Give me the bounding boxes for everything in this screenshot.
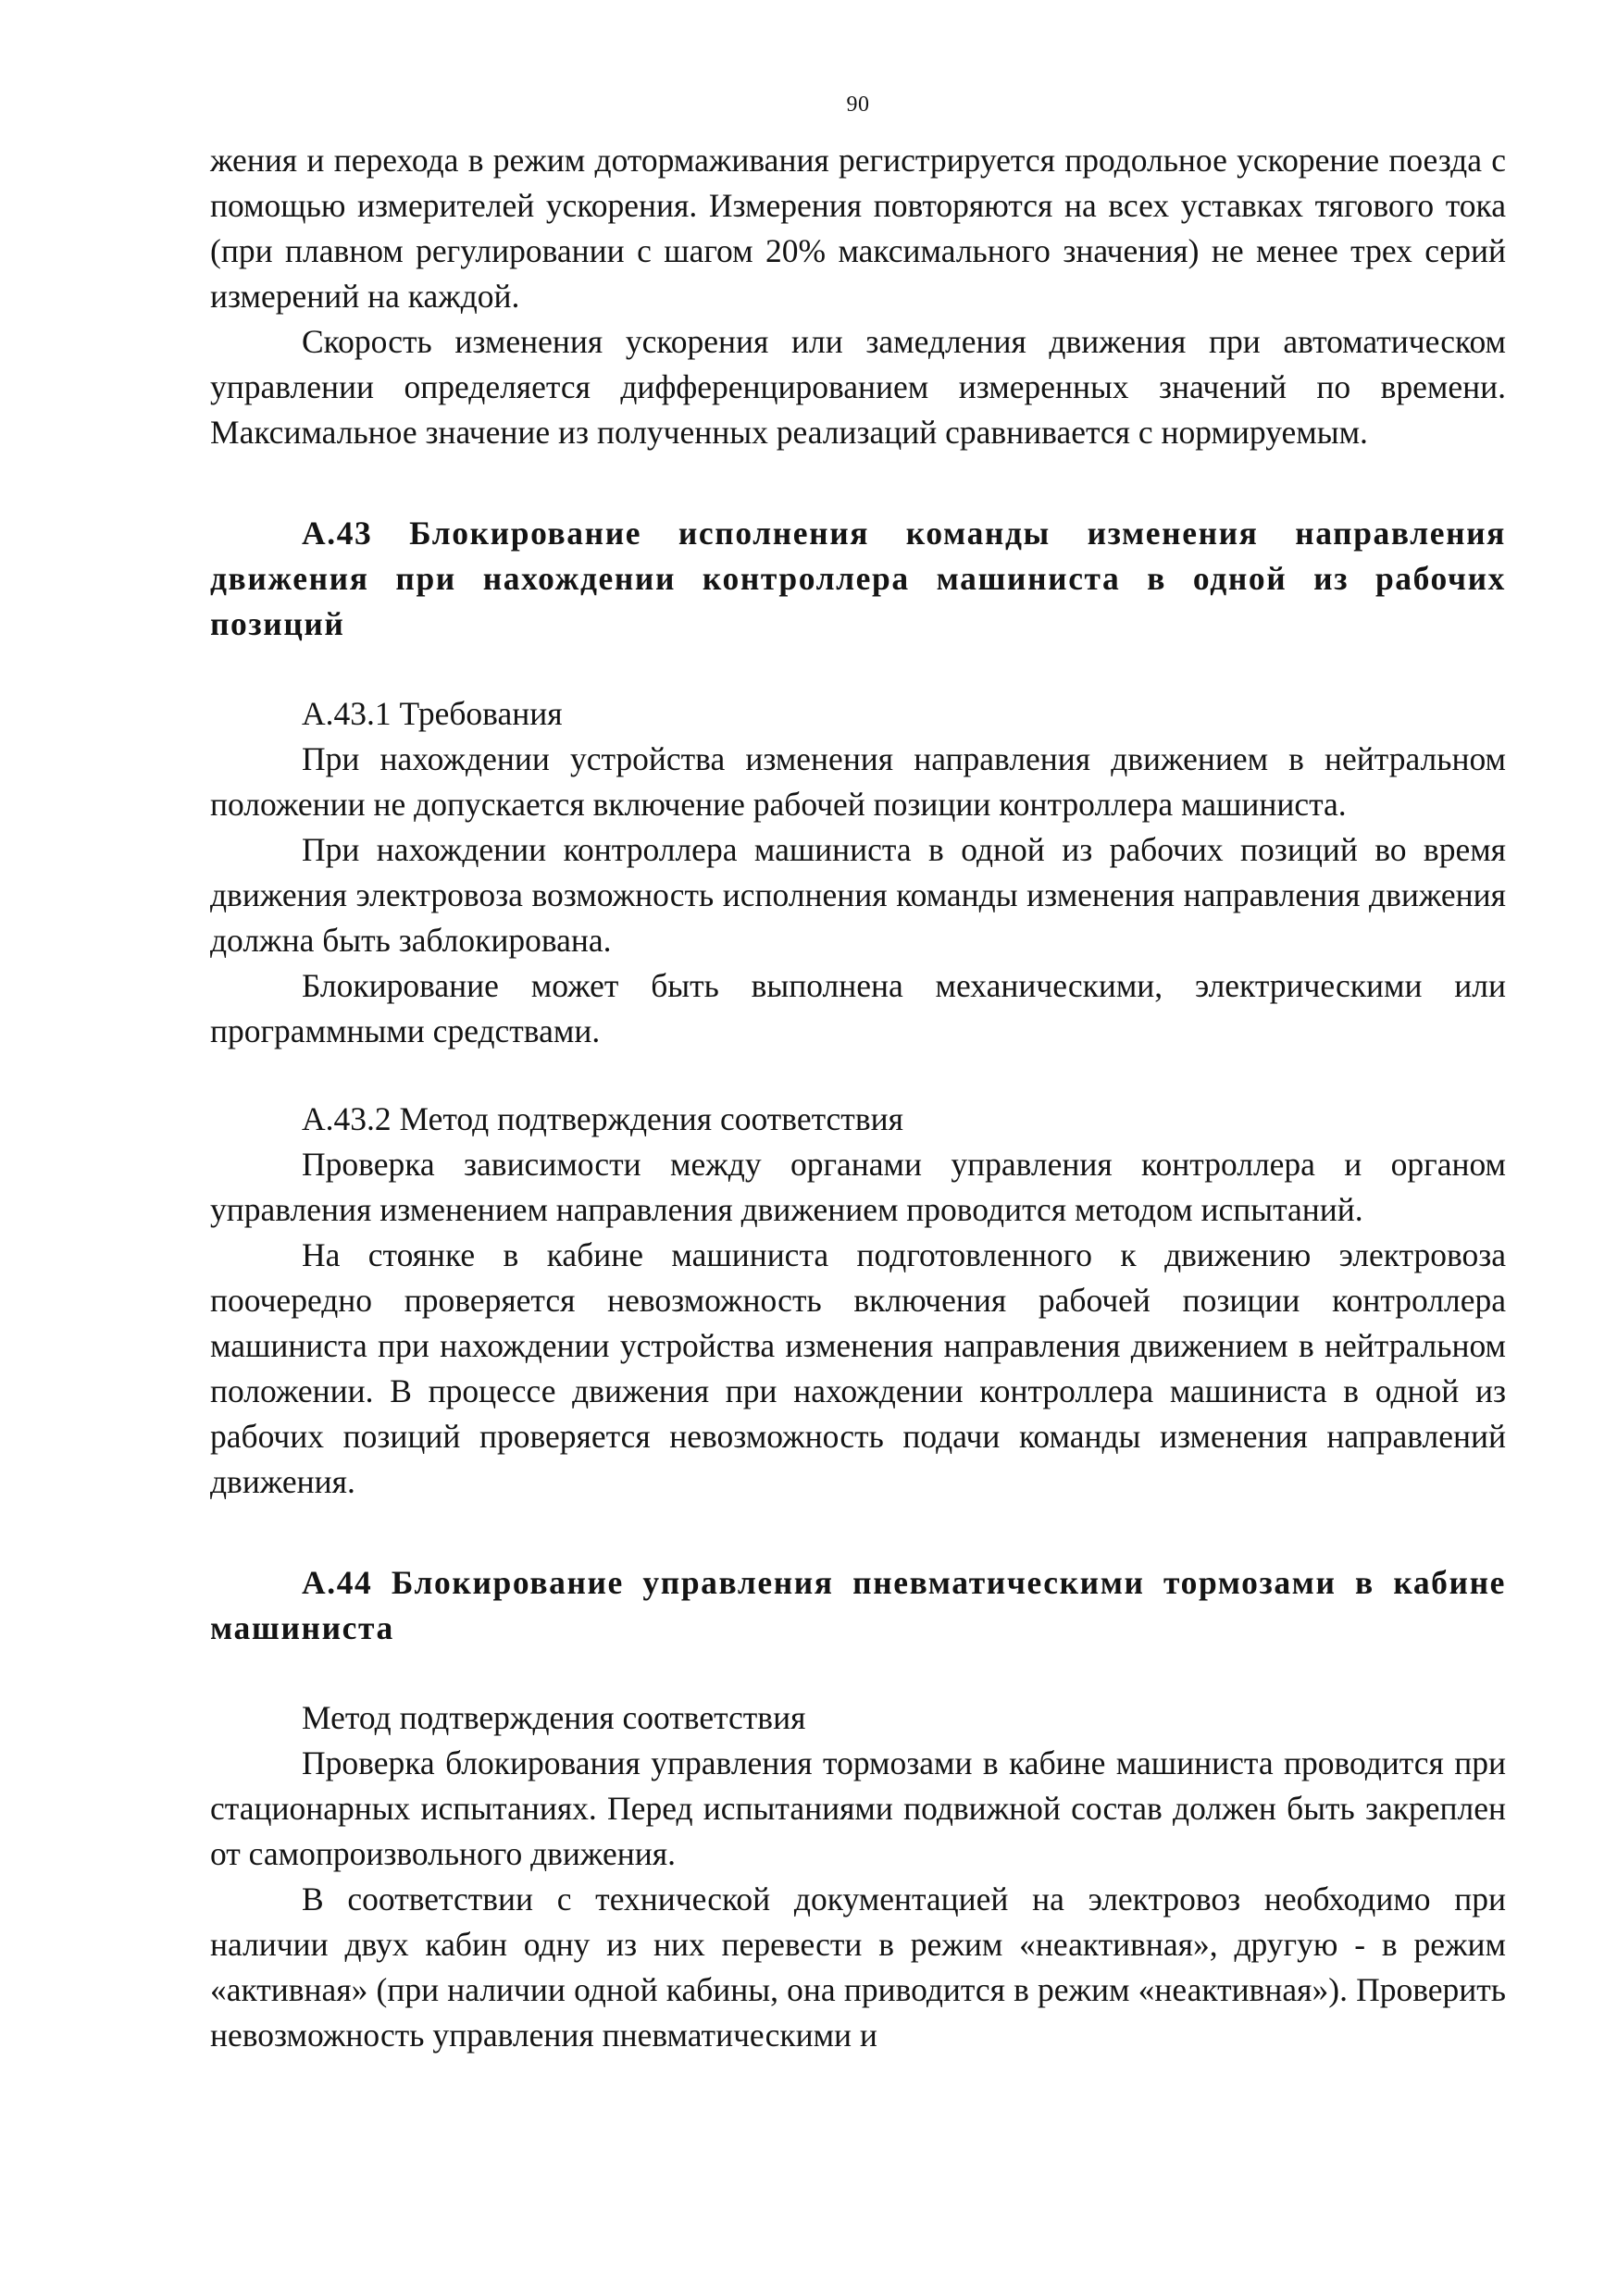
page-number: 90 — [846, 93, 870, 117]
intro-paragraph-1: жения и перехода в режим дотормаживания регистрируется продольное ускорение поезда с помощью измерителей ускорения. Измерения повторяются на всех уставках тягового тока (при плавном регулировании с шагом 20% максимального значения) не менее трех серий измерений на каждой. — [210, 142, 1506, 315]
section-a43-2-paragraph: Проверка зависимости между органами управления контроллера и органом управления изменением направления движением проводится методом испытаний. — [210, 1146, 1506, 1228]
section-a43-1-title: А.43.1 Требования — [302, 695, 563, 732]
section-a43-2-title: А.43.2 Метод подтверждения соответствия — [302, 1100, 903, 1137]
section-a43-1-paragraph: При нахождении контроллера машиниста в одной из рабочих позиций во время движения электровоза возможность исполнения команды изменения направления движения должна быть заблокирована. — [210, 831, 1506, 959]
intro-paragraph-2: Скорость изменения ускорения или замедления движения при автоматическом управлении определяется дифференцированием измеренных значений по времени. Максимальное значение из полученных реализаций сравнивается с нормируемым. — [210, 323, 1506, 451]
section-a43-2-paragraph: На стоянке в кабине машиниста подготовленного к движению электровоза поочередно проверяется невозможность включения рабочей позиции контроллера машиниста при нахождении устройства изменения направления движением в нейтральном положении. В процессе движения при нахождении контроллера машиниста в одной из рабочих позиций проверяется невозможность подачи команды изменения направлений движения. — [210, 1236, 1506, 1500]
section-a44-paragraph: В соответствии с технической документацией на электровоз необходимо при наличии двух кабин одну из них перевести в режим «неактивная», другую - в режим «активная» (при наличии одной кабины, она приводится в режим «неактивная»). Проверить невозможность управления пневматическими и — [210, 1880, 1506, 2054]
section-a44-method-title: Метод подтверждения соответствия — [302, 1699, 806, 1736]
section-a43-1-paragraph: Блокирование может быть выполнена механическими, электрическими или программными средствами. — [210, 967, 1506, 1049]
section-a44-heading: А.44 Блокирование управления пневматическими тормозами в кабине машиниста — [210, 1564, 1506, 1646]
section-a43-heading: А.43 Блокирование исполнения команды изменения направления движения при нахождении контроллера машиниста в одной из рабочих позиций — [210, 515, 1506, 642]
section-a43-1-paragraph: При нахождении устройства изменения направления движением в нейтральном положении не допускается включение рабочей позиции контроллера машиниста. — [210, 740, 1506, 823]
section-a44-paragraph: Проверка блокирования управления тормозами в кабине машиниста проводится при стационарных испытаниях. Перед испытаниями подвижной состав должен быть закреплен от самопроизвольного движения. — [210, 1744, 1506, 1872]
document-page — [210, 93, 1506, 2058]
